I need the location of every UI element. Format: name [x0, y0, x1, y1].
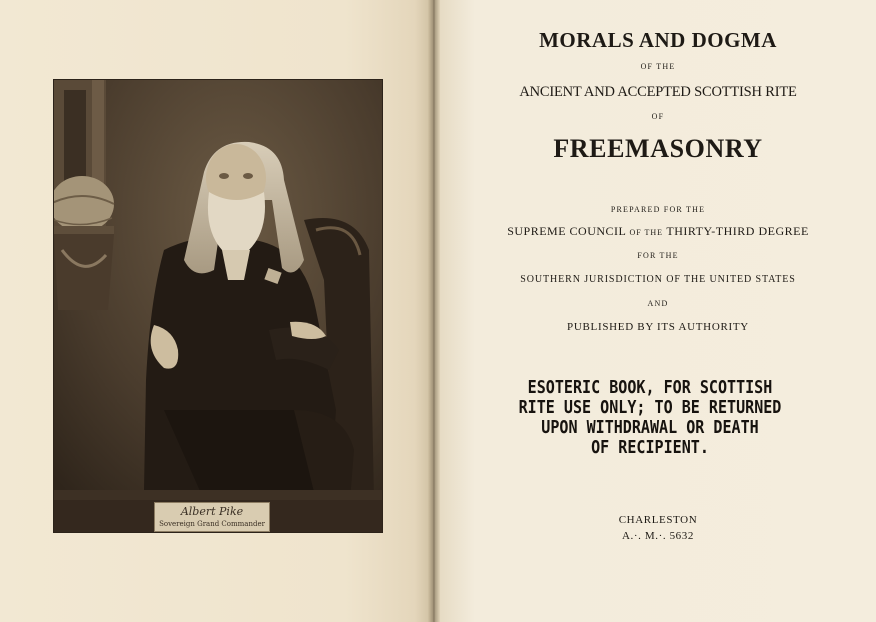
- for-the-line: FOR THE: [637, 251, 679, 260]
- esoteric-stamp: [495, 378, 805, 458]
- esoteric-line: ESOTERIC BOOK, FOR SCOTTISH: [527, 378, 773, 398]
- book-gutter: [428, 0, 440, 622]
- portrait-signature-subtitle: Sovereign Grand Commander: [159, 520, 265, 528]
- council-part-a: SUPREME COUNCIL: [507, 224, 630, 238]
- published-line: PUBLISHED BY ITS AUTHORITY: [567, 321, 749, 333]
- portrait-signature: Albert Pike: [180, 505, 244, 518]
- jurisdiction-line: SOUTHERN JURISDICTION OF THE UNITED STATES: [520, 274, 796, 285]
- council-of-the: OF THE: [629, 228, 664, 237]
- rite-name: ANCIENT AND ACCEPTED SCOTTISH RITE: [519, 84, 797, 100]
- esoteric-line: UPON WITHDRAWAL OR DEATH: [541, 418, 759, 438]
- book-title: MORALS AND DOGMA: [539, 28, 777, 52]
- esoteric-line: OF RECIPIENT.: [591, 438, 709, 458]
- imprint-year: A.·. M.·. 5632: [622, 530, 694, 542]
- book-subject: FREEMASONRY: [553, 134, 763, 163]
- council-part-b: THIRTY-THIRD DEGREE: [663, 224, 809, 238]
- frontispiece-portrait: [54, 80, 382, 532]
- portrait-signature-plate: [154, 502, 270, 532]
- esoteric-line: RITE USE ONLY; TO BE RETURNED: [518, 398, 782, 418]
- prepared-line: PREPARED FOR THE: [610, 205, 706, 214]
- imprint-city: CHARLESTON: [618, 514, 698, 526]
- title-of: OF: [651, 112, 665, 121]
- and-line: AND: [647, 299, 669, 308]
- title-of-the: OF THE: [640, 62, 676, 71]
- portrait-image: [54, 80, 382, 532]
- council-line: [440, 224, 876, 239]
